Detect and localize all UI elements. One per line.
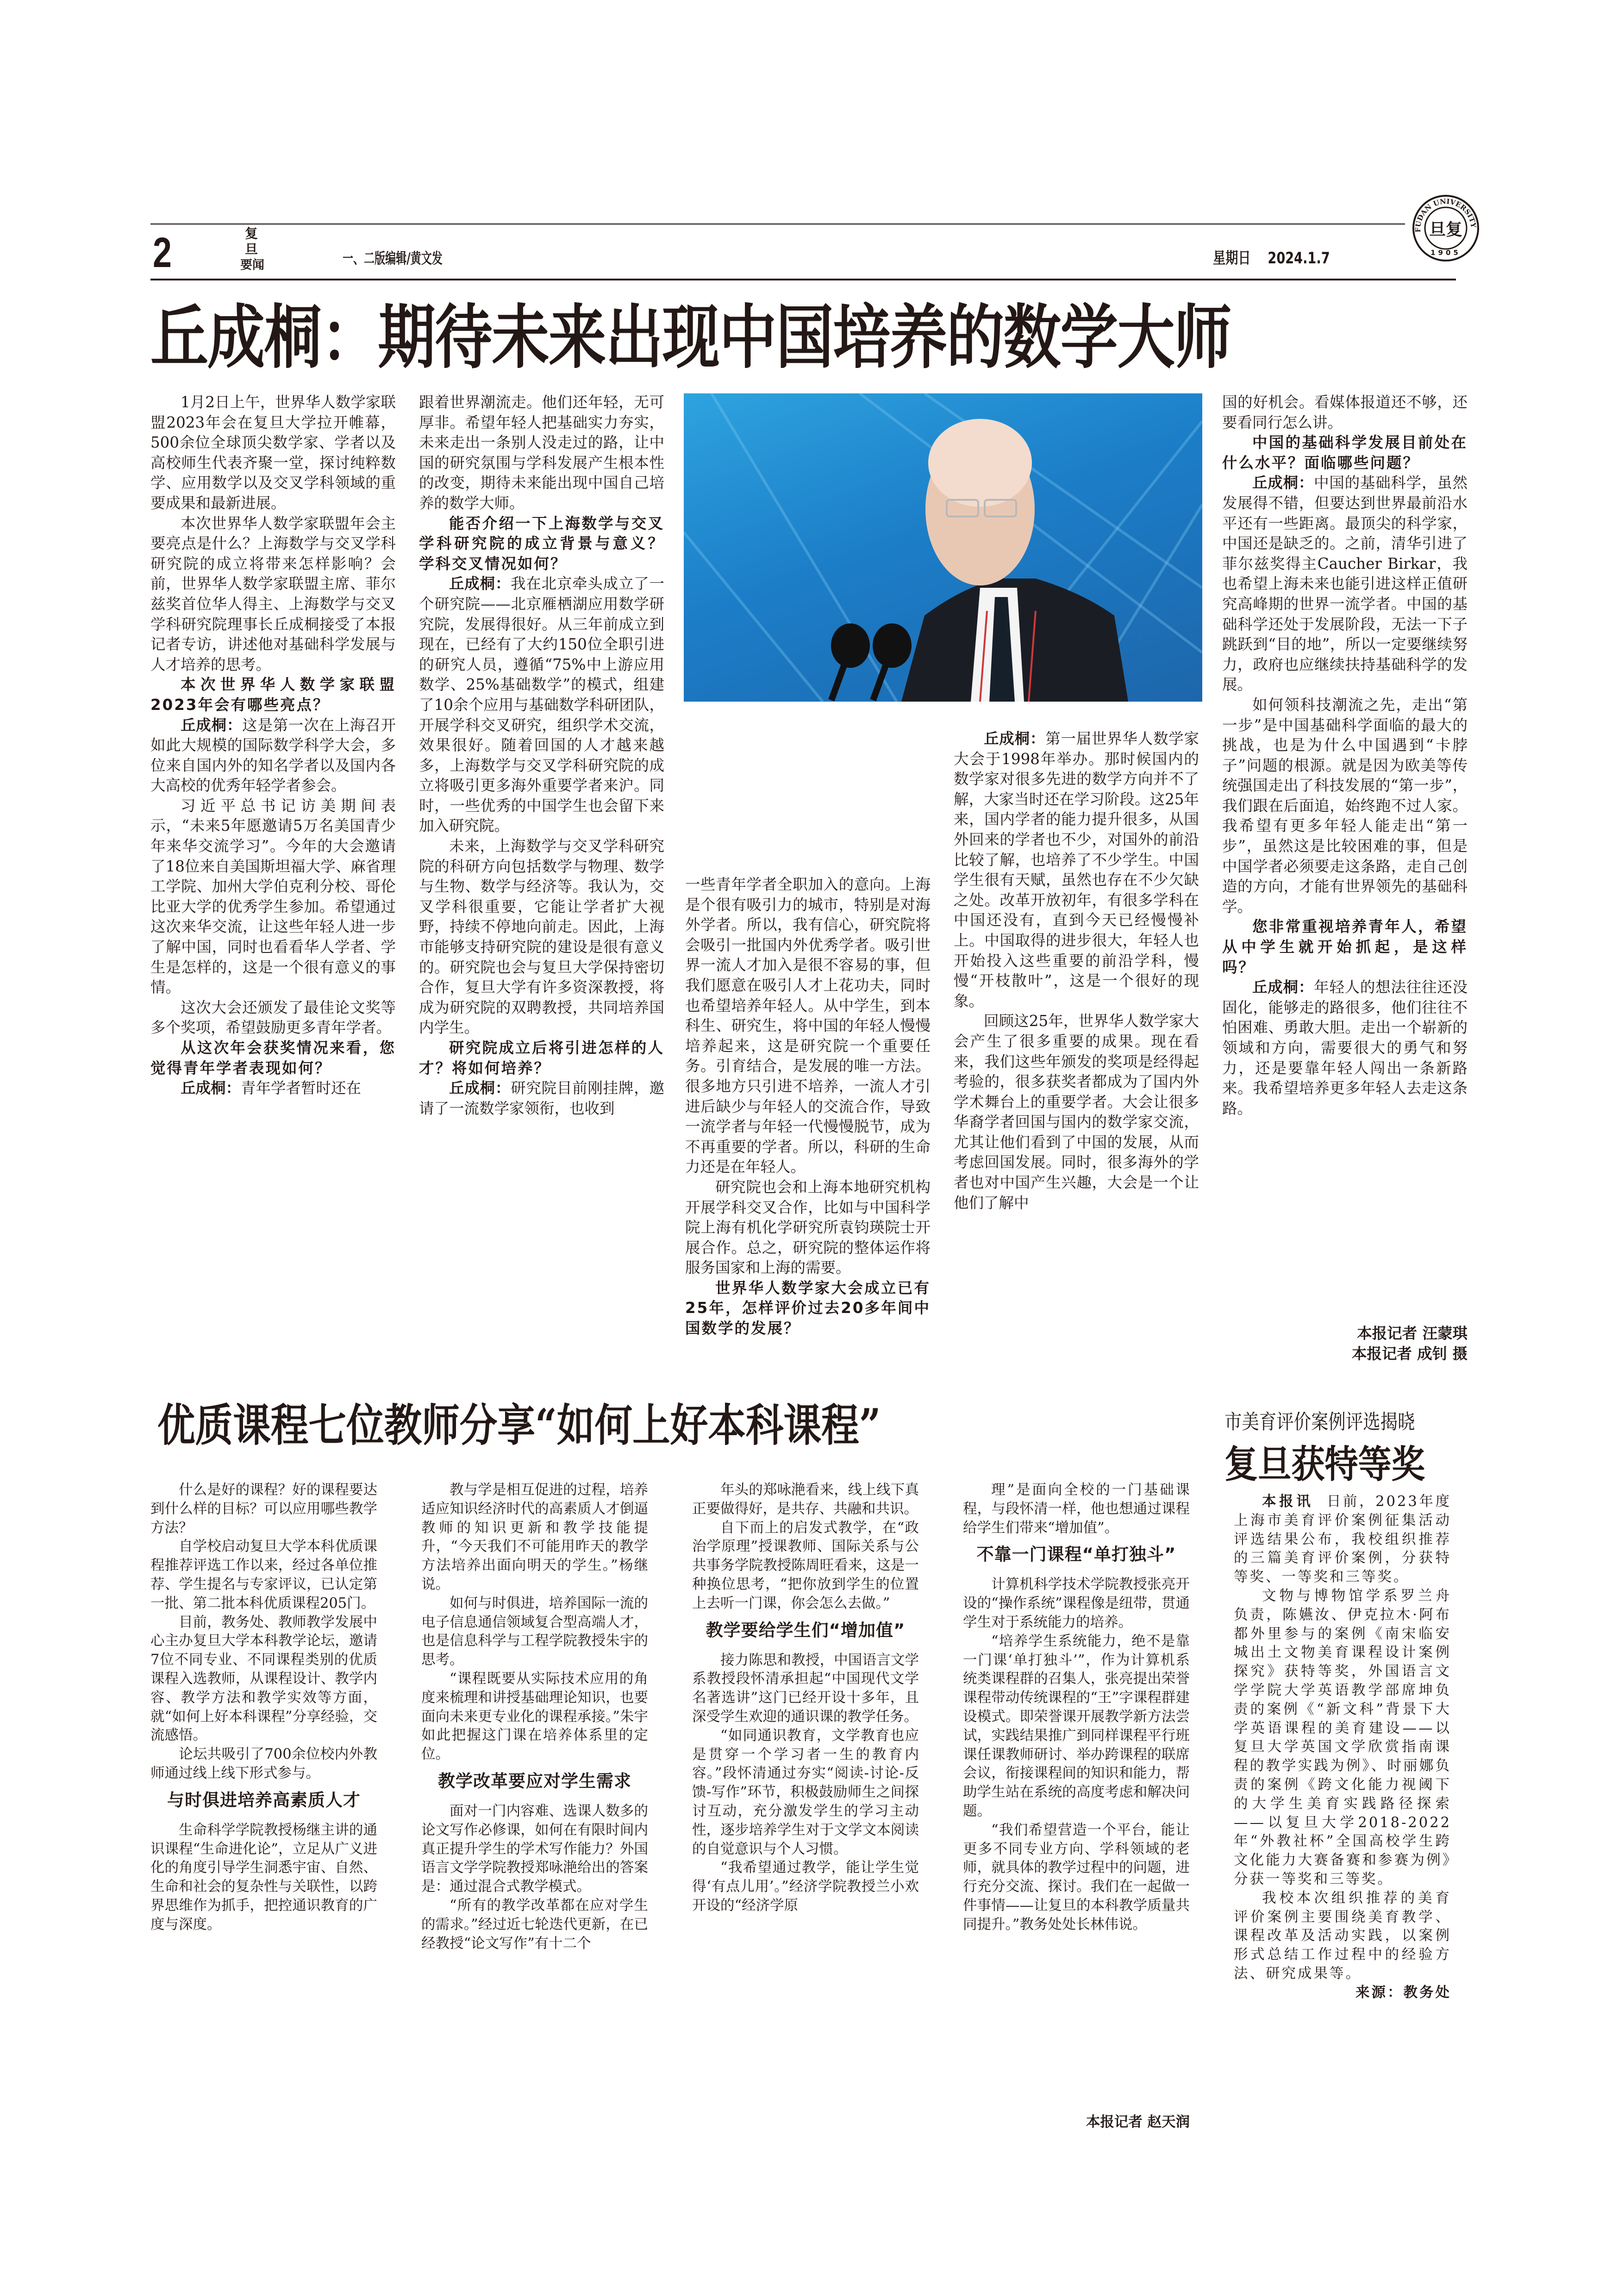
speaker-label: 丘成桐：: [984, 730, 1046, 747]
article3-paragraph-1-text: 日前，2023年度上海市美育评价案例征集活动评选结果公布，我校组织推荐的三篇美育评价案例，分获特等奖、一等奖和三等奖。: [1234, 1493, 1452, 1586]
paragraph: 未来，上海数学与交叉学科研究院的科研方向包括数学与物理、数学与生物、数学与经济等。我认为，交叉学科很重要，它能让学者扩大视野，持续不停地向前走。因此，上海市能够支持研究院的建设是很有意义的。研究院也会与复旦大学保持密切合作，复旦大学有许多资深教授，将成为研究院的双聘教授，共同培养国内学生。: [419, 837, 664, 1037]
paragraph: 跟着世界潮流走。他们还年轻，无可厚非。希望年轻人把基础实力夯实，未来走出一条别人没走过的路，让中国的研究氛围与学科发展产生根本性的改变，期待未来能出现中国自己培养的数学大师。: [419, 393, 664, 512]
speaker-label: 丘成桐：: [1252, 978, 1314, 996]
speaker-label: 丘成桐：: [1252, 474, 1314, 492]
speaker-photo-illustration: [684, 393, 1202, 702]
speaker-label: 丘成桐：: [449, 1079, 511, 1097]
paragraph: 这次大会还颁发了最佳论文奖等多个奖项，希望鼓励更多青年学者。: [150, 998, 396, 1037]
paragraph: [150, 716, 396, 796]
article1-photo: [684, 393, 1202, 702]
article1-column-1: [150, 392, 396, 1099]
paragraph: “我们希望营造一个平台，能让更多不同专业方向、学科领域的老师，就具体的教学过程中的问题，进行充分交流、探讨。我们在一起做一件事情——让复旦的本科教学质量共同提升。”教务处处长林伟说。: [963, 1822, 1190, 1933]
paragraph: 接力陈思和教授，中国语言文学系教授段怀清承担起“中国现代文学名著选讲”这门已经开设十多年，且深受学生欢迎的通识课的教学任务。: [692, 1652, 919, 1725]
paragraph: 教与学是相互促进的过程，培养适应知识经济时代的高素质人才倒逼教师的知识更新和教学技能提升，“今天我们不可能用昨天的教学方法培养出面向明天的学生。”杨继说。: [421, 1482, 648, 1593]
subheading: 教学要给学生们“增加值”: [706, 1620, 906, 1640]
section-brand: [238, 226, 266, 273]
subheading: 教学改革要应对学生需求: [438, 1771, 631, 1791]
article3-lead-label: 本报讯: [1262, 1493, 1314, 1510]
paragraph: “课程既要从实际技术应用的角度来梳理和讲授基础理论知识，也要面向未来更专业化的课程承接。”朱宇如此把握这门课在培养体系里的定位。: [421, 1670, 648, 1763]
article1-column-3: [685, 875, 931, 1339]
article3-paragraph-2: 文物与博物馆学系罗兰舟负责，陈嬿汝、伊克拉木·阿布都外里参与的案例《南宋临安城出土文物美育课程设计案例探究》获特等奖，外国语言文学学院大学英语教学部席坤负责的案例《“新文科”背景下大学英语课程的美育建设——以复旦大学英国文学欣赏指南课程的教学实践为例》、时丽娜负责的案例《跨文化能力视阈下的大学生美育实践路径探索——以复旦大学2018-2022年“外教社杯”全国高校学生跨文化能力大赛备赛和参赛为例》分获一等奖和三等奖。: [1234, 1587, 1451, 1887]
paragraph: [419, 1078, 664, 1119]
article1-byline-writer: 本报记者 汪蒙琪: [1357, 1325, 1468, 1342]
answer-text: 中国的基础科学，虽然发展得不错，但要达到世界最前沿水平还有一些距离。最顶尖的科学家，中国还是缺乏的。之前，清华引进了菲尔兹奖得主Caucher Birkar，我也希望上海未来也能引进这样正值研究高峰期的世界一流学者。中国的基础科学还处于发展阶段，无法一下子跳跃到“目的地”，所以一定要继续努力，政府也应继续扶持基础科学的发展。: [1222, 474, 1468, 694]
article1-byline-photo: 本报记者 成钊 摄: [1351, 1344, 1468, 1363]
article1-column-5: [1222, 392, 1468, 1119]
paragraph: [419, 574, 664, 836]
answer-text: 年轻人的想法往往还没固化，能够走的路很多，他们往往不怕困难、勇敢大胆。走出一个崭新的领域和方向，需要很大的勇气和努力，还是要靠年轻人闯出一条新路来。我希望培养更多年轻人去走这条路。: [1222, 978, 1468, 1117]
answer-text: 青年学者暂时还在: [241, 1079, 362, 1097]
paragraph: 自下而上的启发式教学，在“政治学原理”授课教师、国际关系与公共事务学院教授陈周旺看来，这是一种换位思考，“把你放到学生的位置上去听一门课，你会怎么去做。”: [692, 1519, 919, 1612]
paragraph: 什么是好的课程？好的课程要达到什么样的目标？可以应用哪些教学方法？: [150, 1482, 377, 1536]
article1-column-2: [419, 392, 664, 1119]
interview-question: 从这次年会获奖情况来看，您觉得青年学者表现如何？: [150, 1039, 396, 1077]
article2-column-4: [963, 1481, 1190, 1935]
answer-text: 第一届世界华人数学家大会于1998年举办。那时候国内的数学家对很多先进的数学方向并不了解，大家当时还在学习阶段。这25年来，国内学者的能力提升很多，从国外回来的学者也不少，对国外的前沿比较了解，也培养了不少学生。中国学生很有天赋，虽然也存在不少欠缺之处。改革开放初年，有很多学科在中国还没有，直到今天已经慢慢补上。中国取得的进步很大，年轻人也开始投入这些重要的前沿学科，慢慢“开枝散叶”，这是一个很好的现象。: [954, 730, 1199, 1010]
article1-bylines: [1222, 1324, 1468, 1364]
page-number: 2: [153, 229, 172, 276]
masthead-bottom-rule: [150, 279, 1456, 280]
speaker-label: 丘成桐：: [181, 1079, 241, 1097]
article2-column-2: [421, 1481, 648, 1953]
interview-question: 世界华人数学家大会成立已有25年，怎样评价过去20多年间中国数学的发展？: [685, 1279, 931, 1338]
subheading: 与时俱进培养高素质人才: [167, 1790, 361, 1810]
paragraph: 如何领科技潮流之先，走出“第一步”是中国基础科学面临的最大的挑战，也是为什么中国遇到“卡脖子”问题的根源。就是因为欧美等传统强国走出了科技发展的“第一步”，我们跟在后面追，始终跑不过人家。我希望有更多年轻人能走出“第一步”，虽然这是比较困难的事，但是中国学者必须要走这条路，走自己创造的方向，才能有世界领先的基础科学。: [1222, 696, 1468, 915]
paragraph: 回顾这25年，世界华人数学家大会产生了很多重要的成果。现在看来，我们这些年颁发的奖项是经得起考验的，很多获奖者都成为了国内外学术舞台上的重要学者。大会让很多华裔学者回国与国内的数学家交流，尤其让他们看到了中国的发展，从而考虑回国发展。同时，很多海外的学者也对中国产生兴趣，大会是一个让他们了解中: [954, 1012, 1199, 1212]
paragraph: 目前，教务处、教师教学发展中心主办复旦大学本科教学论坛，邀请7位不同专业、不同课程类别的优质课程入选教师，从课程设计、教学内容、教学方法和教学实效等方面，就“如何上好本科课程”分享经验，交流感悟。: [150, 1614, 377, 1744]
answer-text: 这是第一次在上海召开如此大规模的国际数学科学大会，多位来自国内外的知名学者以及国内各大高校的优秀年轻学者参会。: [150, 716, 396, 795]
article2-byline: 本报记者 赵天润: [1086, 2114, 1190, 2130]
subheading: 不靠一门课程“单打独斗”: [976, 1544, 1176, 1565]
seal-glyph: 旦复: [1429, 220, 1463, 239]
article2-byline-wrap: [963, 2110, 1190, 2131]
dateline: [1213, 245, 1347, 268]
article2-headline: 优质课程七位教师分享“如何上好本科课程”: [157, 1399, 881, 1451]
paragraph: 如何与时俱进，培养国际一流的电子信息通信领域复合型高端人才，也是信息科学与工程学院教授朱宇的思考。: [421, 1595, 648, 1668]
paragraph: “我希望通过教学，能让学生觉得‘有点儿用’。”经济学院教授兰小欢开设的“经济学原: [692, 1860, 919, 1914]
article3-body: [1234, 1493, 1451, 2003]
paragraph: 1月2日上午，世界华人数学家联盟2023年会在复旦大学拉开帷幕，500余位全球顶尖数学家、学者以及高校师生代表齐聚一堂，探讨纯粹数学、应用数学以及交叉学科领域的重要成果和最新进展。: [150, 393, 396, 512]
paragraph: [1222, 977, 1468, 1119]
weekday: 星期日: [1213, 249, 1251, 268]
masthead-top-rule: [150, 223, 1405, 225]
editor-credit: 一、二版编辑/黄文发: [343, 249, 443, 267]
paragraph: 面对一门内容难、选课人数多的论文写作必修课，如何在有限时间内真正提升学生的学术写作能力？外国语言文学学院教授郑咏滟给出的答案是：通过混合式教学模式。: [421, 1803, 648, 1895]
speaker-label: 丘成桐：: [449, 575, 511, 593]
answer-text: 研究院目前刚挂牌，邀请了一流数学家领衔，也收到: [419, 1079, 664, 1117]
article2-column-3: [692, 1481, 919, 1916]
paragraph: [954, 729, 1199, 1011]
interview-question: 中国的基础科学发展目前处在什么水平？面临哪些问题？: [1222, 434, 1468, 472]
brand-name: 复旦: [244, 226, 260, 257]
fudan-university-seal-icon: [1411, 193, 1480, 263]
article2-column-1: [150, 1481, 377, 1935]
article3-source: 来源：教务处: [1355, 1984, 1451, 2001]
article1-column-4: [954, 729, 1199, 1213]
paragraph: 国的好机会。看媒体报道还不够，还要看同行怎么讲。: [1222, 393, 1468, 431]
interview-question: 您非常重视培养青年人，希望从中学生就开始抓起，是这样吗？: [1222, 918, 1468, 976]
seal-text: FUDAN UNIVERSITY: [1413, 197, 1478, 233]
article1-headline: 丘成桐：期待未来出现中国培养的数学大师: [150, 298, 1231, 378]
paragraph: 习近平总书记访美期间表示，“未来5年愿邀请5万名美国青少年来华交流学习”。今年的大会邀请了18位来自美国斯坦福大学、麻省理工学院、加州大学伯克利分校、哥伦比亚大学的优秀学生参加。希望通过这次来华交流，让这些年轻人进一步了解中国，同时也看看华人学者、学生是怎样的，这是一个很有意义的事情。: [150, 796, 396, 996]
article3-kicker: 市美育评价案例评选揭晓: [1224, 1410, 1415, 1434]
paragraph: 研究院也会和上海本地研究机构开展学科交叉合作，比如与中国科学院上海有机化学研究所袁钧瑛院士开展合作。总之，研究院的整体运作将服务国家和上海的需要。: [685, 1178, 931, 1277]
seal-year: 1905: [1430, 249, 1461, 257]
interview-question: 能否介绍一下上海数学与交叉学科研究院的成立背景与意义？学科交叉情况如何？: [419, 514, 664, 572]
paragraph: [1222, 473, 1468, 695]
speaker-label: 丘成桐：: [181, 716, 243, 734]
article3-paragraph-3: 我校本次组织推荐的美育评价案例主要围绕美育教学、课程改革及活动实践，以案例形式总结工作过程中的经验方法、研究成果等。: [1234, 1890, 1451, 1982]
paragraph: 一些青年学者全职加入的意向。上海是个很有吸引力的城市，特别是对海外学者。所以，我有信心，研究院将会吸引一批国内外优秀学者。吸引世界一流人才加入是很不容易的事，但我们愿意在吸引人才上花功夫，同时也希望培养年轻人。从中学生，到本科生、研究生，将中国的年轻人慢慢培养起来，这是研究院一个重要任务。引育结合，是发展的唯一方法。很多地方只引进不培养，一流人才引进后缺少与年轻人的交流合作，导致一流学者与年轻一代慢慢脱节，成为不再重要的学者。所以，科研的生命力还是在年轻人。: [685, 876, 931, 1176]
interview-question: 研究院成立后将引进怎样的人才？将如何培养？: [419, 1039, 664, 1077]
paragraph: 本次世界华人数学家联盟年会主要亮点是什么？上海数学与交叉学科研究院的成立将带来怎样影响？会前，世界华人数学家联盟主席、菲尔兹奖首位华人得主、上海数学与交叉学科研究院理事长丘成桐接受了本报记者专访，讲述他对基础科学发展与人才培养的思考。: [150, 514, 396, 673]
paragraph: “所有的教学改革都在应对学生的需求。”经过近七轮迭代更新，在已经教授“论文写作”有十二个: [421, 1897, 648, 1952]
paragraph: 计算机科学技术学院教授张亮开设的“操作系统”课程像是纽带，贯通学生对于系统能力的培养。: [963, 1576, 1190, 1630]
paragraph: 生命科学学院教授杨继主讲的通识课程“生命进化论”，立足从广义进化的角度引导学生洞悉宇宙、自然、生命和社会的复杂性与关联性，以跨界思维作为抓手，把控通识教育的广度与深度。: [150, 1822, 377, 1933]
issue-date: 2024.1.7: [1268, 249, 1330, 268]
paragraph: “培养学生系统能力，绝不是靠一门课‘单打独斗’”，作为计算机系统类课程群的召集人，张亮提出荣誉课程带动传统课程的“王”字课程群建设模式。即荣誉课开展教学新方法尝试，实践结果推广到同样课程平行班课任课教师研讨、举办跨课程的联席会议，衔接课程间的知识和能力，帮助学生站在系统的高度考虑和解决问题。: [963, 1633, 1190, 1819]
interview-question: 本次世界华人数学家联盟2023年会有哪些亮点？: [150, 676, 396, 714]
article3-headline: 复旦获特等奖: [1224, 1443, 1425, 1487]
paragraph: “如同通识教育，文学教育也应是贯穿一个学习者一生的教育内容。”段怀清通过夯实“阅读-讨论-反馈-写作”环节，积极鼓励师生之间探讨互动，充分激发学生的学习主动性，逐步培养学生对于文学文本阅读的自觉意识与个人习惯。: [692, 1727, 919, 1857]
paragraph: [150, 1078, 396, 1099]
paragraph: 理”是面向全校的一门基础课程，与段怀清一样，他也想通过课程给学生们带来“增加值”。: [963, 1482, 1190, 1536]
paragraph: 论坛共吸引了700余位校内外教师通过线上线下形式参与。: [150, 1746, 377, 1781]
paragraph: 自学校启动复旦大学本科优质课程推荐评选工作以来，经过各单位推荐、学生提名与专家评议，已认定第一批、第二批本科优质课程205门。: [150, 1538, 377, 1612]
answer-text: 我在北京牵头成立了一个研究院——北京雁栖湖应用数学研究院，发展得很好。从三年前成立到现在，已经有了大约150位全职引进的研究人员，遵循“75%中上游应用数学、25%基础数学”的模式，组建了10余个应用与基础数学科研团队，开展学科交叉研究，组织学术交流，效果很好。随着回国的人才越来越多，上海数学与交叉学科研究院的成立将吸引更多海外重要学者来沪。同时，一些优秀的中国学生也会留下来加入研究院。: [419, 575, 664, 835]
section-name: 要闻: [240, 258, 264, 272]
article3-paragraph-1: [1234, 1493, 1451, 1587]
paragraph: 年头的郑咏滟看来，线上线下真正要做得好，是共存、共融和共识。: [692, 1482, 919, 1517]
